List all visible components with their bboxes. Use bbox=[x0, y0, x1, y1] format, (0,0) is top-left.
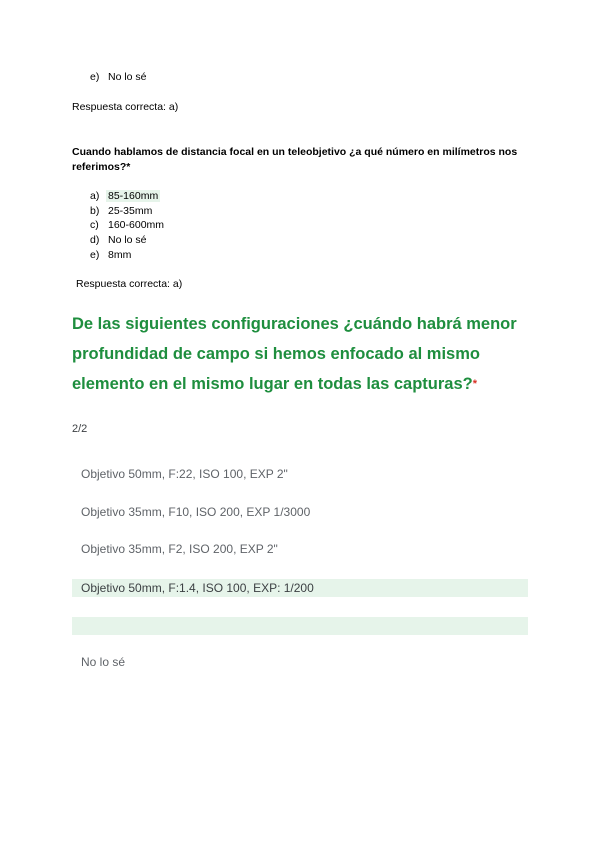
question-3-title bbox=[72, 309, 542, 399]
answer-text-2: Respuesta correcta: a) bbox=[76, 278, 183, 290]
answer-text-1: Respuesta correcta: a) bbox=[72, 101, 179, 113]
option-a bbox=[90, 189, 164, 204]
option-letter: b) bbox=[90, 204, 100, 217]
option-letter: e) bbox=[90, 248, 100, 261]
form-option-3[interactable]: Objetivo 35mm, F2, ISO 200, EXP 2" bbox=[81, 542, 278, 556]
option-d bbox=[90, 233, 164, 248]
form-option-1[interactable]: Objetivo 50mm, F:22, ISO 100, EXP 2" bbox=[81, 467, 288, 481]
question-2-options bbox=[90, 189, 164, 262]
question-2-text: Cuando hablamos de distancia focal en un teleobjetivo ¿a qué número en milímetros nos referimos?* bbox=[72, 146, 518, 173]
option-letter: d) bbox=[90, 234, 100, 247]
form-option-5-blank[interactable] bbox=[72, 617, 528, 635]
option-e bbox=[90, 70, 147, 85]
option-letter: e) bbox=[90, 71, 100, 84]
form-option-6[interactable]: No lo sé bbox=[81, 655, 126, 669]
option-c bbox=[90, 218, 164, 233]
form-option-4-correct[interactable]: Objetivo 50mm, F:1.4, ISO 100, EXP: 1/200 bbox=[72, 579, 528, 597]
question-3-score: 2/2 bbox=[72, 423, 88, 435]
option-text: 85-160mm bbox=[108, 190, 159, 203]
option-letter: a) bbox=[90, 190, 100, 203]
top-option-list bbox=[90, 70, 147, 85]
option-text: 160-600mm bbox=[108, 219, 165, 232]
option-text: No lo sé bbox=[108, 234, 147, 247]
option-b bbox=[90, 204, 164, 219]
option-text: No lo sé bbox=[108, 71, 147, 84]
option-text: 25-35mm bbox=[108, 204, 153, 217]
option-e bbox=[90, 247, 164, 262]
option-letter: c) bbox=[90, 219, 99, 232]
required-mark: * bbox=[472, 378, 477, 390]
option-text: 8mm bbox=[108, 248, 132, 261]
form-option-2[interactable]: Objetivo 35mm, F10, ISO 200, EXP 1/3000 bbox=[81, 505, 311, 519]
question-3-text: De las siguientes configuraciones ¿cuándo habrá menor profundidad de campo si hemos enfocado al mismo elemento en el mismo lugar en todas las capturas? bbox=[72, 315, 517, 393]
